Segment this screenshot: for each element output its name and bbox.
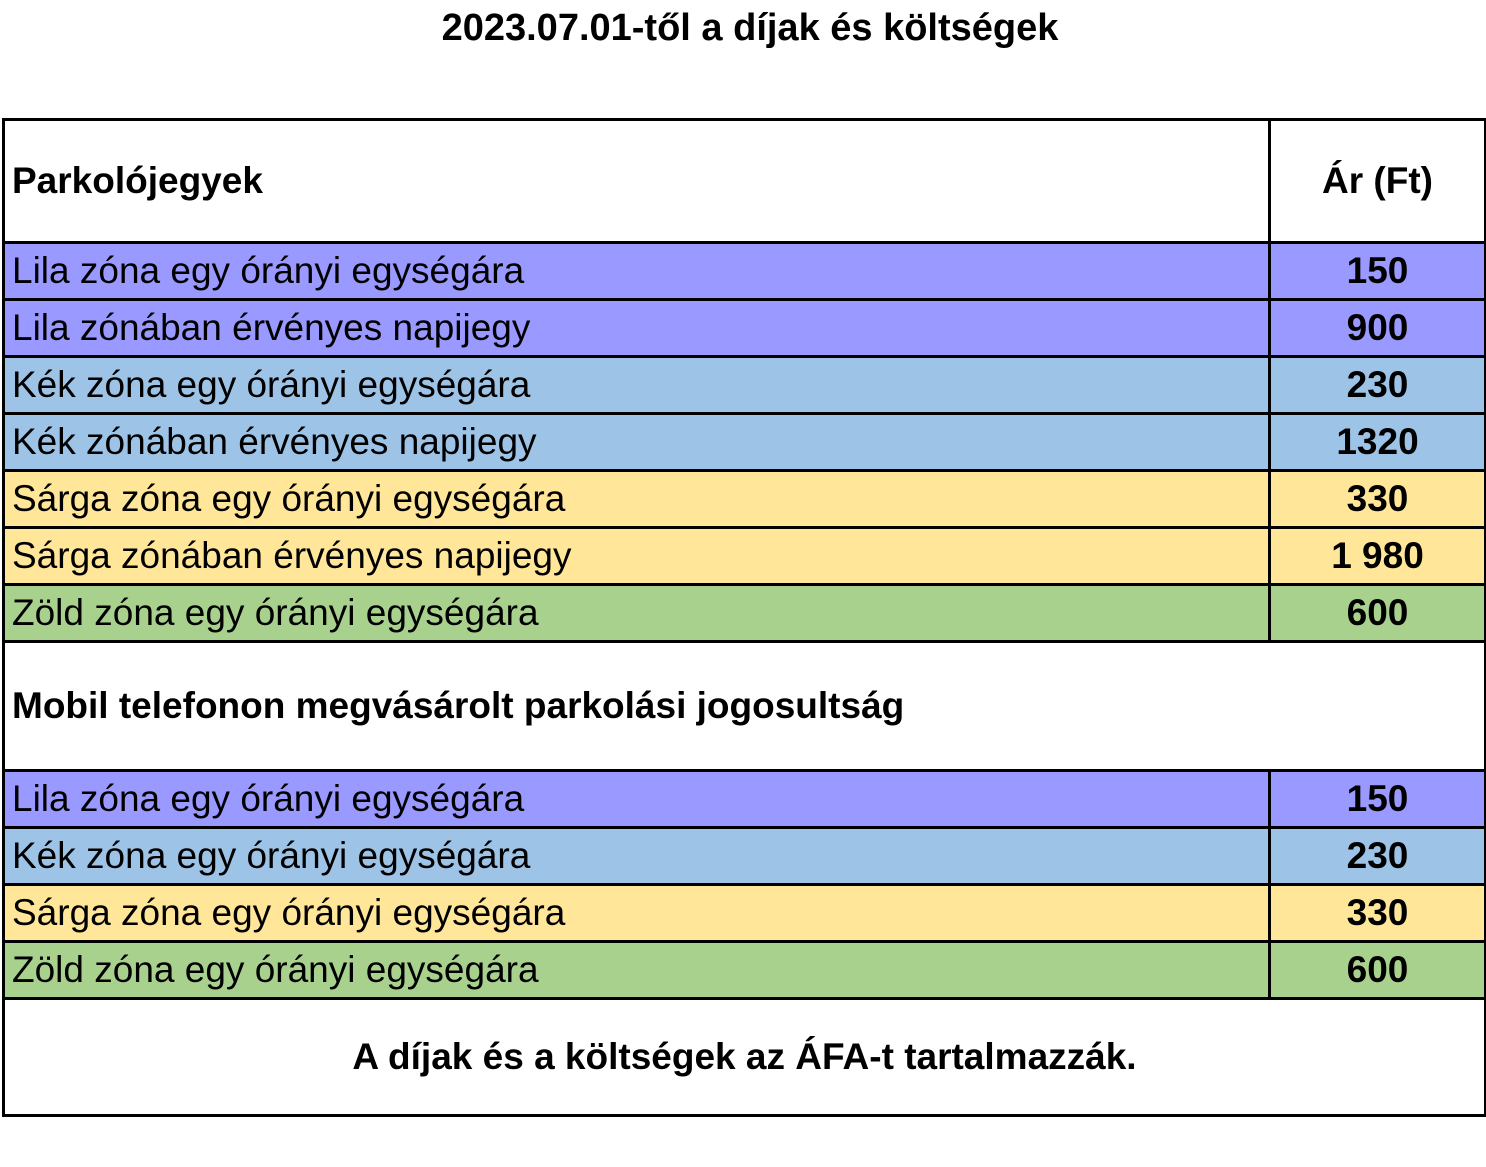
vat-note: A díjak és a költségek az ÁFA-t tartalmazzák. xyxy=(4,999,1486,1116)
footer-row xyxy=(4,999,1486,1116)
table-row xyxy=(4,528,1486,585)
row-label: Kék zóna egy órányi egységára xyxy=(4,828,1270,885)
table-row xyxy=(4,471,1486,528)
table-row xyxy=(4,414,1486,471)
table-row xyxy=(4,243,1486,300)
table-row xyxy=(4,885,1486,942)
row-price: 230 xyxy=(1270,357,1486,414)
row-label: Kék zónában érvényes napijegy xyxy=(4,414,1270,471)
price-table xyxy=(2,118,1486,1117)
page-title: 2023.07.01-től a díjak és költségek xyxy=(441,7,1059,49)
row-price: 1320 xyxy=(1270,414,1486,471)
row-price: 600 xyxy=(1270,942,1486,999)
table-row xyxy=(4,357,1486,414)
mobile-section-header-row xyxy=(4,642,1486,771)
table-row xyxy=(4,942,1486,999)
row-label: Sárga zóna egy órányi egységára xyxy=(4,885,1270,942)
table-row xyxy=(4,300,1486,357)
row-label: Lila zóna egy órányi egységára xyxy=(4,771,1270,828)
mobile-section-header: Mobil telefonon megvásárolt parkolási jogosultság xyxy=(4,642,1486,771)
row-label: Zöld zóna egy órányi egységára xyxy=(4,942,1270,999)
row-label: Lila zóna egy órányi egységára xyxy=(4,243,1270,300)
row-price: 900 xyxy=(1270,300,1486,357)
row-price: 230 xyxy=(1270,828,1486,885)
row-label: Sárga zónában érvényes napijegy xyxy=(4,528,1270,585)
row-price: 330 xyxy=(1270,471,1486,528)
row-price: 600 xyxy=(1270,585,1486,642)
header-label: Parkolójegyek xyxy=(4,120,1270,243)
header-price-label: Ár (Ft) xyxy=(1270,120,1486,243)
row-label: Sárga zóna egy órányi egységára xyxy=(4,471,1270,528)
table-row xyxy=(4,585,1486,642)
row-label: Zöld zóna egy órányi egységára xyxy=(4,585,1270,642)
table-header-row xyxy=(4,120,1486,243)
row-price: 150 xyxy=(1270,771,1486,828)
row-label: Lila zónában érvényes napijegy xyxy=(4,300,1270,357)
row-price: 150 xyxy=(1270,243,1486,300)
table-row xyxy=(4,771,1486,828)
row-price: 1 980 xyxy=(1270,528,1486,585)
row-label: Kék zóna egy órányi egységára xyxy=(4,357,1270,414)
row-price: 330 xyxy=(1270,885,1486,942)
table-row xyxy=(4,828,1486,885)
